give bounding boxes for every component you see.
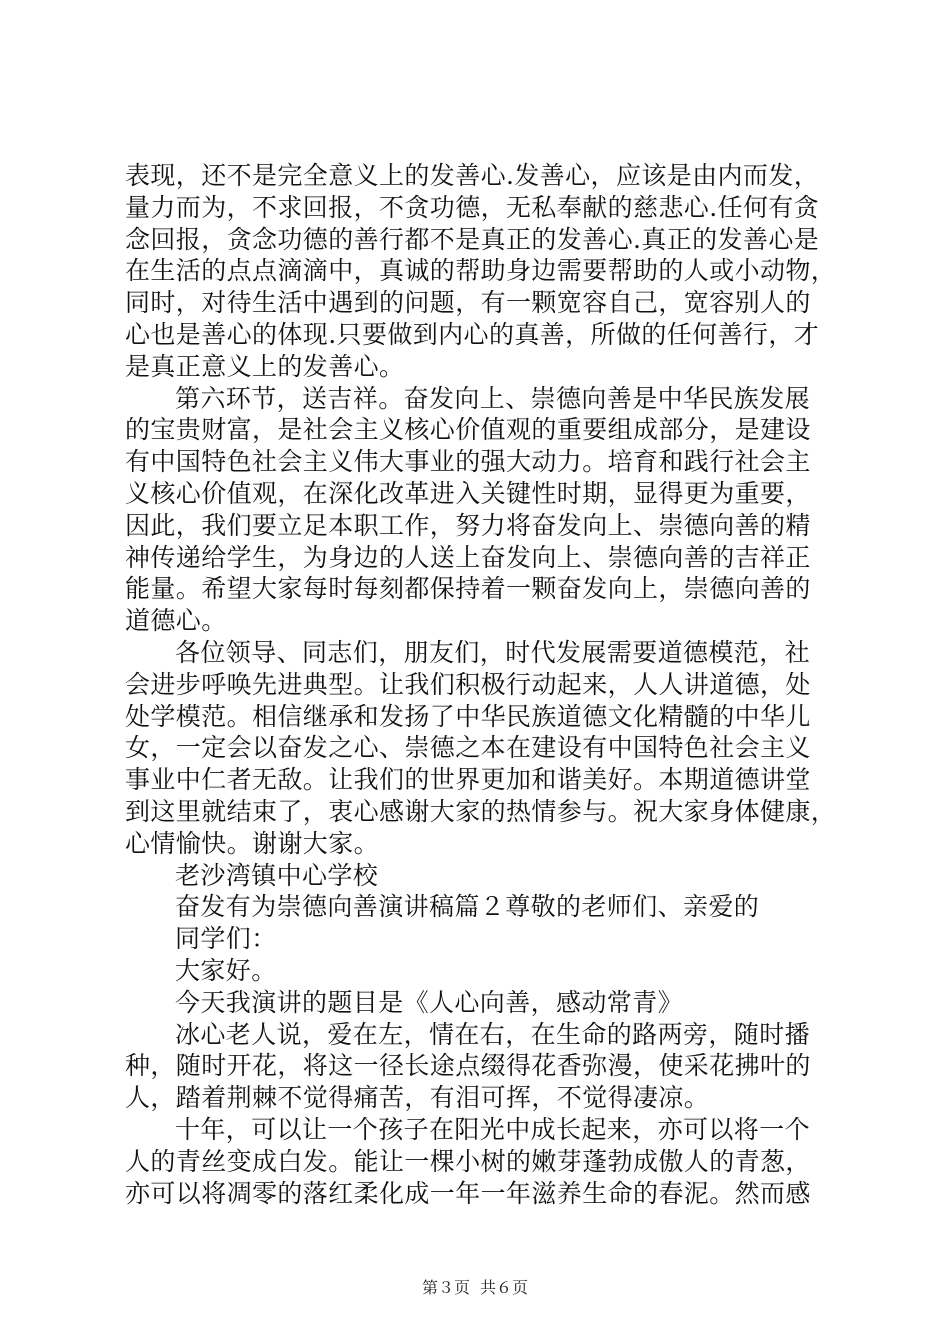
text-line: 有中国特色社会主义伟大事业的强大动力。培育和践行社会主 [125,447,811,477]
text-line: 女，一定会以奋发之心、崇德之本在建设有中国特色社会主义 [125,733,811,763]
text-line: 人的青丝变成白发。能让一棵小树的嫩芽蓬勃成傲人的青葱， [125,1146,811,1176]
text-line: 在生活的点点滴滴中，真诚的帮助身边需要帮助的人或小动物， [125,256,837,286]
text-line: 神传递给学生，为身边的人送上奋发向上、崇德向善的吉祥正 [125,542,811,572]
text-line: 今天我演讲的题目是《人心向善，感动常青》 [175,987,684,1017]
body-text [125,160,835,1209]
text-line: 是真正意义上的发善心。 [125,351,405,381]
text-line: 处学模范。相信继承和发扬了中华民族道德文化精髓的中华儿 [125,701,811,731]
text-line: 表现，还不是完全意义上的发善心.发善心，应该是由内而发， [125,161,820,190]
text-line: 义核心价值观，在深化改革进入关键性时期，显得更为重要， [125,478,811,508]
text-line: 十年，可以让一个孩子在阳光中成长起来，亦可以将一个 [175,1114,811,1144]
text-line: 奋发有为崇德向善演讲稿篇２尊敬的老师们、亲爱的 [175,892,760,922]
text-line: 心情愉快。谢谢大家。 [125,828,380,858]
text-line: 道德心。 [125,606,227,636]
page-total: 共６页 [480,1278,529,1297]
text-line: 第六环节，送吉祥。奋发向上、崇德向善是中华民族发展 [175,383,811,413]
text-line: 量力而为，不求回报，不贪功德，无私奉献的慈悲心.任何有贪 [125,192,820,222]
text-line: 心也是善心的体现.只要做到内心的真善，所做的任何善行，才 [125,319,820,349]
text-line: 因此，我们要立足本职工作，努力将奋发向上、崇德向善的精 [125,510,811,540]
text-line: 能量。希望大家每时每刻都保持着一颗奋发向上，崇德向善的 [125,574,811,604]
text-line: 同时，对待生活中遇到的问题，有一颗宽容自己，宽容别人的 [125,288,811,318]
text-line: 念回报，贪念功德的善行都不是真正的发善心.真正的发善心是 [125,224,820,254]
text-line: 大家好。 [175,955,277,985]
text-line: 人，踏着荆棘不觉得痛苦，有泪可挥，不觉得凄凉。 [125,1083,710,1113]
text-line: 的宝贵财富，是社会主义核心价值观的重要组成部分，是建设 [125,415,811,445]
page-footer [0,1278,950,1298]
text-line: 种，随时开花，将这一径长途点缀得花香弥漫，使采花拂叶的 [125,1051,811,1081]
text-line: 到这里就结束了，衷心感谢大家的热情参与。祝大家身体健康， [125,796,837,826]
text-line: 同学们： [175,924,277,954]
text-line: 各位领导、同志们，朋友们，时代发展需要道德模范，社 [175,637,811,667]
text-line: 亦可以将凋零的落红柔化成一年一年滋养生命的春泥。然而感 [125,1178,811,1208]
text-line: 事业中仁者无敌。让我们的世界更加和谐美好。本期道德讲堂 [125,765,811,795]
text-line: 冰心老人说，爱在左，情在右，在生命的路两旁，随时播 [175,1019,811,1049]
text-line: 老沙湾镇中心学校 [175,860,379,890]
text-line: 会进步呼唤先进典型。让我们积极行动起来，人人讲道德，处 [125,669,811,699]
page-number: 第３页 [421,1278,470,1297]
